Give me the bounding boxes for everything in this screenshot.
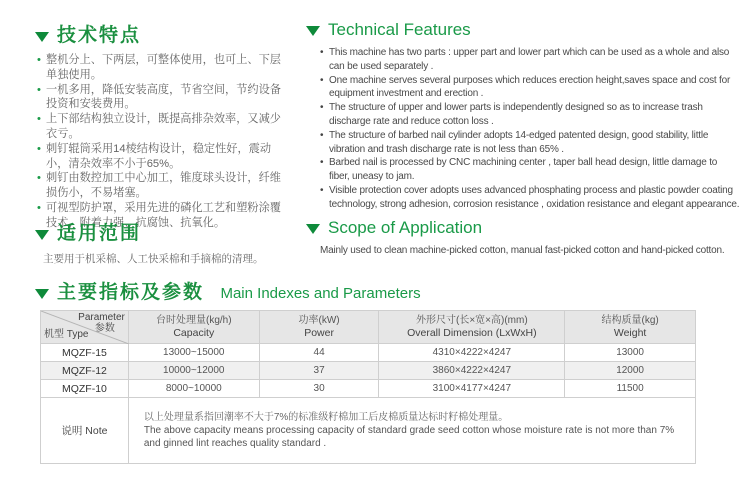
- table-row: [41, 344, 696, 362]
- triangle-down-icon: [306, 224, 320, 234]
- scope-en-section: [306, 218, 724, 256]
- corner-type-label: 机型 Type: [44, 329, 89, 340]
- tech-features-en-heading: [306, 20, 740, 40]
- corner-header-cell: [41, 311, 129, 344]
- note-text: [128, 398, 695, 464]
- triangle-down-icon: [35, 230, 49, 240]
- cell-capacity: 10000~12000: [128, 362, 259, 380]
- list-item: • This machine has two parts : upper part and lower part which can be used as a whole and also can be used separately .: [320, 46, 740, 74]
- cell-dimension: 3100×4177×4247: [379, 380, 565, 398]
- cell-power: 30: [259, 380, 379, 398]
- note-en: The above capacity means processing capacity of standard grade seed cotton whose moisture rate is not more than 7% and ginned lint reaches quality standard .: [143, 425, 675, 449]
- header-weight: 结构质量(kg) Weight: [565, 311, 696, 344]
- tech-features-en-section: [306, 20, 740, 212]
- list-item: • 可视型防护罩，采用先进的磷化工艺和塑粉涂覆技术，附着力强、抗腐蚀、抗氧化。: [37, 201, 289, 231]
- header-capacity: 台时处理量(kg/h) Capacity: [128, 311, 259, 344]
- scope-en-text: Mainly used to clean machine-picked cotton, manual fast-picked cotton and hand-picked cotton.: [320, 245, 725, 256]
- note-row: [41, 398, 696, 464]
- note-label: 说明 Note: [41, 398, 129, 464]
- tech-features-cn-title: 技术特点: [57, 25, 142, 46]
- list-item: • The structure of barbed nail cylinder adopts 14-edged patented design, good stability, little vibration and trash discharge rate is not less than 65% .: [320, 129, 740, 157]
- list-item: • The structure of upper and lower parts is independently designed so as to increase trash discharge rate and reduce cotton loss .: [320, 101, 740, 129]
- cell-dimension: 3860×4222×4247: [379, 362, 565, 380]
- scope-cn-title: 适用范围: [57, 223, 142, 244]
- list-item: • 上下部结构独立设计，既提高排杂效率，又减少衣亏。: [37, 112, 289, 142]
- cell-weight: 12000: [565, 362, 696, 380]
- cell-model: MQZF-12: [41, 362, 129, 380]
- triangle-down-icon: [35, 32, 49, 42]
- params-title-cn: 主要指标及参数: [57, 282, 205, 303]
- list-item: • One machine serves several purposes which reduces erection height,saves space and cost for equipment investment and erection .: [320, 74, 740, 102]
- note-cn: 以上处理量系指回潮率不大于7%的标准级籽棉加工后皮棉质量达标时籽棉处理量。: [143, 412, 509, 423]
- header-power: 功率(kW) Power: [259, 311, 379, 344]
- tech-features-en-title: Technical Features: [328, 20, 471, 39]
- header-dimension: 外形尺寸(长×宽×高)(mm) Overall Dimension (LxWxH): [379, 311, 565, 344]
- scope-cn-section: [35, 218, 264, 266]
- tech-features-cn-heading: [35, 20, 289, 47]
- list-item: • 刺钉辊筒采用14棱结构设计，稳定性好，震动小，清杂效率不小于65%。: [37, 142, 289, 172]
- cell-model: MQZF-15: [41, 344, 129, 362]
- triangle-down-icon: [306, 26, 320, 36]
- tech-features-cn-list: [37, 53, 289, 231]
- scope-en-heading: [306, 218, 724, 238]
- cell-weight: 13000: [565, 344, 696, 362]
- cell-power: 37: [259, 362, 379, 380]
- list-item: • Visible protection cover adopts uses advanced phosphating process and plastic powder coating technology, strong adhesion, corrosion resistance , oxidation resistance and elegant appearance.: [320, 184, 740, 212]
- params-table: [40, 310, 696, 464]
- table-row: [41, 380, 696, 398]
- table-row: [41, 362, 696, 380]
- triangle-down-icon: [35, 289, 49, 299]
- list-item: • 刺钉由数控加工中心加工，锥度球头设计，纤维损伤小，不易堵塞。: [37, 171, 289, 201]
- scope-en-title: Scope of Application: [328, 218, 483, 237]
- list-item: • 一机多用，降低安装高度，节省空间，节约设备投资和安装费用。: [37, 83, 289, 113]
- list-item: • 整机分上、下两层，可整体使用，也可上、下层单独使用。: [37, 53, 289, 83]
- cell-dimension: 4310×4222×4247: [379, 344, 565, 362]
- scope-cn-heading: [35, 218, 264, 245]
- params-table-wrap: [40, 310, 696, 464]
- params-title-en: Main Indexes and Parameters: [220, 285, 421, 302]
- cell-weight: 11500: [565, 380, 696, 398]
- cell-power: 44: [259, 344, 379, 362]
- scope-cn-text: 主要用于机采棉、人工快采棉和手摘棉的清理。: [43, 253, 264, 265]
- tech-features-en-list: [320, 46, 740, 212]
- params-heading: [35, 277, 421, 304]
- tech-features-cn-section: [35, 20, 289, 231]
- corner-param-label: Parameter 参数: [78, 312, 125, 334]
- list-item: • Barbed nail is processed by CNC machining center , taper ball head design, little damage to fiber, uneasy to jam.: [320, 156, 740, 184]
- cell-capacity: 13000~15000: [128, 344, 259, 362]
- table-header-row: [41, 311, 696, 344]
- cell-model: MQZF-10: [41, 380, 129, 398]
- cell-capacity: 8000~10000: [128, 380, 259, 398]
